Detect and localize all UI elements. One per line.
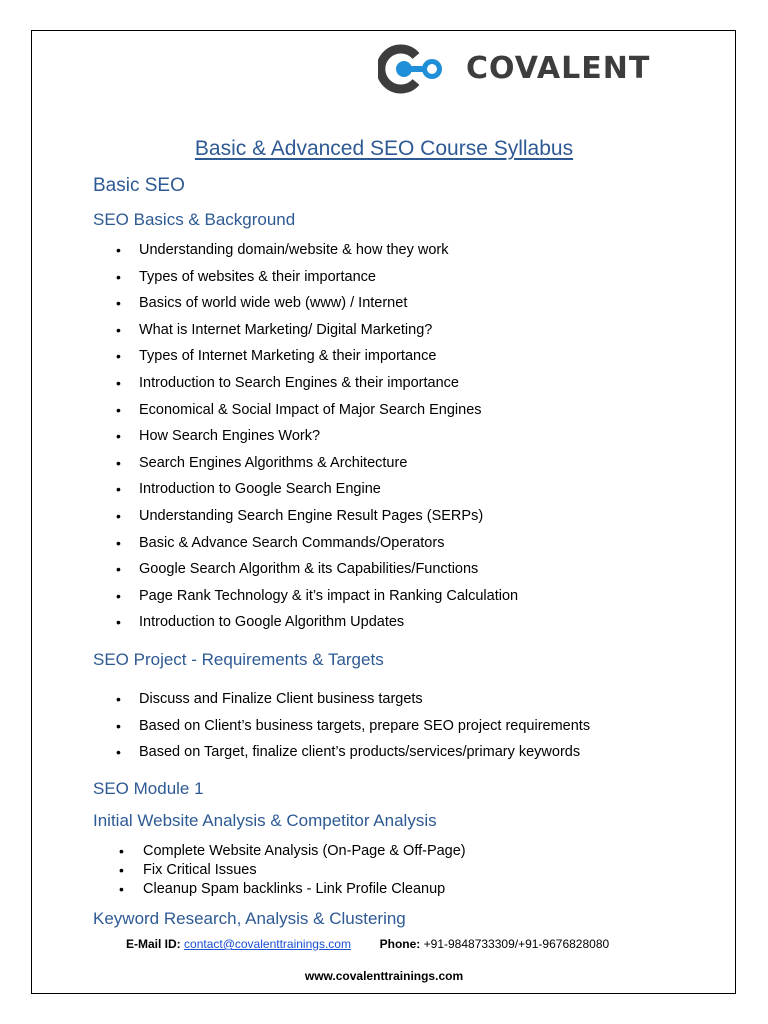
list-item: • Introduction to Search Engines & their importance [93,373,518,400]
list-item: • Discuss and Finalize Client business targets [93,689,590,716]
logo-text: COVALENT [466,51,651,86]
heading-initial-analysis: Initial Website Analysis & Competitor Analysis [93,811,437,830]
email-link[interactable]: contact@covalenttrainings.com [184,937,351,951]
list-item: • Page Rank Technology & it’s impact in Ranking Calculation [93,586,518,613]
list-item: • Types of Internet Marketing & their importance [93,346,518,373]
footer-website: www.covalenttrainings.com [304,969,464,983]
footer-contact [126,937,609,951]
heading-seo-module-1: SEO Module 1 [93,779,204,798]
list-item: • Introduction to Google Search Engine [93,479,518,506]
list-item: • How Search Engines Work? [93,426,518,453]
list-item: • Introduction to Google Algorithm Updates [93,612,518,639]
list-item: • Google Search Algorithm & its Capabilities/Functions [93,559,518,586]
list-item: • Basics of world wide web (www) / Internet [93,293,518,320]
list-item: • What is Internet Marketing/ Digital Marketing? [93,320,518,347]
list-item: • Fix Critical Issues [93,861,466,880]
phone-label: Phone: [379,937,421,951]
heading-keyword-research: Keyword Research, Analysis & Clustering [93,909,406,928]
covalent-logo-icon [378,44,460,94]
list-seo-basics [93,240,518,639]
list-seo-project [93,689,590,769]
list-item: • Types of websites & their importance [93,267,518,294]
heading-seo-project: SEO Project - Requirements & Targets [93,650,384,669]
list-item: • Basic & Advance Search Commands/Operators [93,533,518,560]
email-label: E-Mail ID: [126,937,181,951]
page-title: Basic & Advanced SEO Course Syllabus [194,137,574,160]
heading-basic-seo: Basic SEO [93,175,185,196]
phone-number: +91-9848733309/+91-9676828080 [423,937,610,951]
logo [378,44,650,94]
list-initial-analysis [93,842,466,899]
list-item: • Complete Website Analysis (On-Page & Off-Page) [93,842,466,861]
heading-seo-basics-background: SEO Basics & Background [93,210,296,229]
list-item: • Based on Target, finalize client’s products/services/primary keywords [93,742,590,769]
list-item: • Based on Client’s business targets, prepare SEO project requirements [93,716,590,743]
list-item: • Cleanup Spam backlinks - Link Profile Cleanup [93,880,466,899]
list-item: • Understanding Search Engine Result Pages (SERPs) [93,506,518,533]
list-item: • Economical & Social Impact of Major Search Engines [93,400,518,427]
list-item: • Understanding domain/website & how they work [93,240,518,267]
list-item: • Search Engines Algorithms & Architecture [93,453,518,480]
